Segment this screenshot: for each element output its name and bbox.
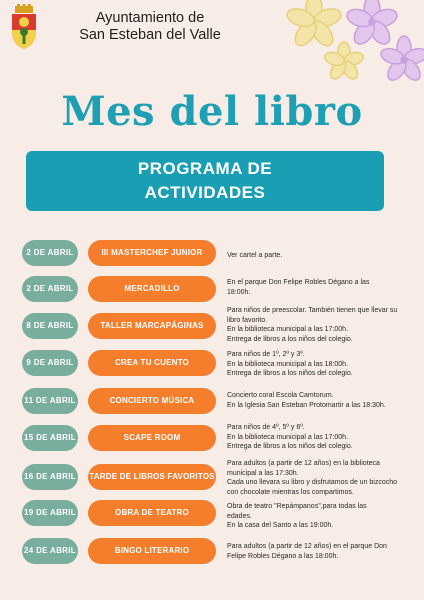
description-line: edades.: [227, 512, 252, 520]
event-description: [227, 350, 407, 379]
event-date: 9 DE ABRIL: [22, 350, 78, 376]
event-activity: MERCADILLO: [88, 276, 216, 302]
description-line: Obra de teatro "Repámpanos",para todas las: [227, 503, 367, 510]
description-line: Entrega de libros a los niños del colegio.: [227, 335, 353, 343]
description-line: En la Iglesia San Esteban Protomartir a las 18:30h.: [227, 401, 386, 409]
event-description: [227, 502, 407, 531]
banner-line-2: ACTIVIDADES: [144, 183, 266, 202]
event-date: 19 DE ABRIL: [22, 500, 78, 526]
event-description: [227, 391, 407, 410]
header-line-2: San Esteban del Valle: [79, 27, 221, 43]
event-date: 2 DE ABRIL: [22, 240, 78, 266]
event-activity: CONCIERTO MÚSICA: [88, 388, 216, 414]
event-row: [0, 538, 424, 564]
event-row: [0, 276, 424, 302]
description-line: Cada uno llevara su libro y disfrutamos de un bizcocho: [227, 479, 398, 487]
description-line: libro favorito.: [227, 316, 268, 324]
event-description: [227, 306, 407, 344]
event-activity: TALLER MARCAPÁGINAS: [88, 313, 216, 339]
event-activity: SCAPE ROOM: [88, 425, 216, 451]
event-activity: BINGO LITERARIO: [88, 538, 216, 564]
event-description: [227, 542, 407, 561]
coat-of-arms-icon: [6, 4, 42, 50]
flower-decoration-icon: [244, 0, 424, 95]
description-line: Para niños de 1º, 2º y 3º.: [227, 351, 305, 358]
description-line: En la casa del Santo a las 19:00h.: [227, 522, 334, 530]
event-date: 16 DE ABRIL: [22, 464, 78, 490]
description-line: Para adultos (a partir de 12 años) en la biblioteca: [227, 460, 380, 467]
event-activity: CREA TU CUENTO: [88, 350, 216, 376]
event-date: 11 DE ABRIL: [22, 388, 78, 414]
event-row: [0, 240, 424, 266]
event-row: [0, 500, 424, 530]
description-line: Para adultos (a partir de 12 años) en el parque Don: [227, 543, 387, 550]
event-row: [0, 425, 424, 451]
event-date: 15 DE ABRIL: [22, 425, 78, 451]
event-row: [0, 460, 424, 496]
event-description: [227, 423, 407, 452]
description-line: En la biblioteca municipal a las 17:00h.: [227, 326, 349, 334]
event-description: [227, 251, 407, 261]
description-line: Para niños de 4º, 5º y 6º.: [227, 424, 305, 431]
event-date: 8 DE ABRIL: [22, 313, 78, 339]
description-line: con chocolate mientras los compartimos.: [227, 488, 354, 496]
description-line: En la biblioteca municipal a las 18:00h.: [227, 360, 349, 368]
description-line: En el parque Don Felipe Robles Dégano a las: [227, 279, 370, 286]
program-banner: [26, 151, 384, 211]
description-line: Entrega de libros a los niños del colegio.: [227, 443, 353, 451]
page-title: Mes del libro: [61, 88, 363, 135]
description-line: En la biblioteca municipal a las 17:00h.: [227, 433, 349, 441]
description-line: 18:00h.: [227, 288, 251, 296]
event-activity: TARDE DE LIBROS FAVORITOS: [88, 464, 216, 490]
description-line: municipal a las 17:30h.: [227, 469, 299, 477]
event-row: [0, 388, 424, 414]
description-line: Concierto coral Escola Camtorum.: [227, 392, 334, 399]
description-line: Para niños de preescolar. También tienen que llevar su: [227, 307, 398, 314]
municipality-header: [50, 10, 250, 44]
event-row: [0, 307, 424, 343]
event-row: [0, 350, 424, 376]
description-line: Ver cartel a parte.: [227, 252, 283, 259]
description-line: Felipe Robles Dégano a las 18:00h.: [227, 552, 339, 560]
event-description: [227, 278, 407, 297]
description-line: Entrega de libros a los niños del colegio.: [227, 370, 353, 378]
event-description: [227, 459, 407, 497]
banner-line-1: PROGRAMA DE: [137, 159, 273, 178]
event-date: 24 DE ABRIL: [22, 538, 78, 564]
event-activity: OBRA DE TEATRO: [88, 500, 216, 526]
event-date: 2 DE ABRIL: [22, 276, 78, 302]
event-activity: III MASTERCHEF JUNIOR: [88, 240, 216, 266]
header-line-1: Ayuntamiento de: [95, 10, 205, 26]
